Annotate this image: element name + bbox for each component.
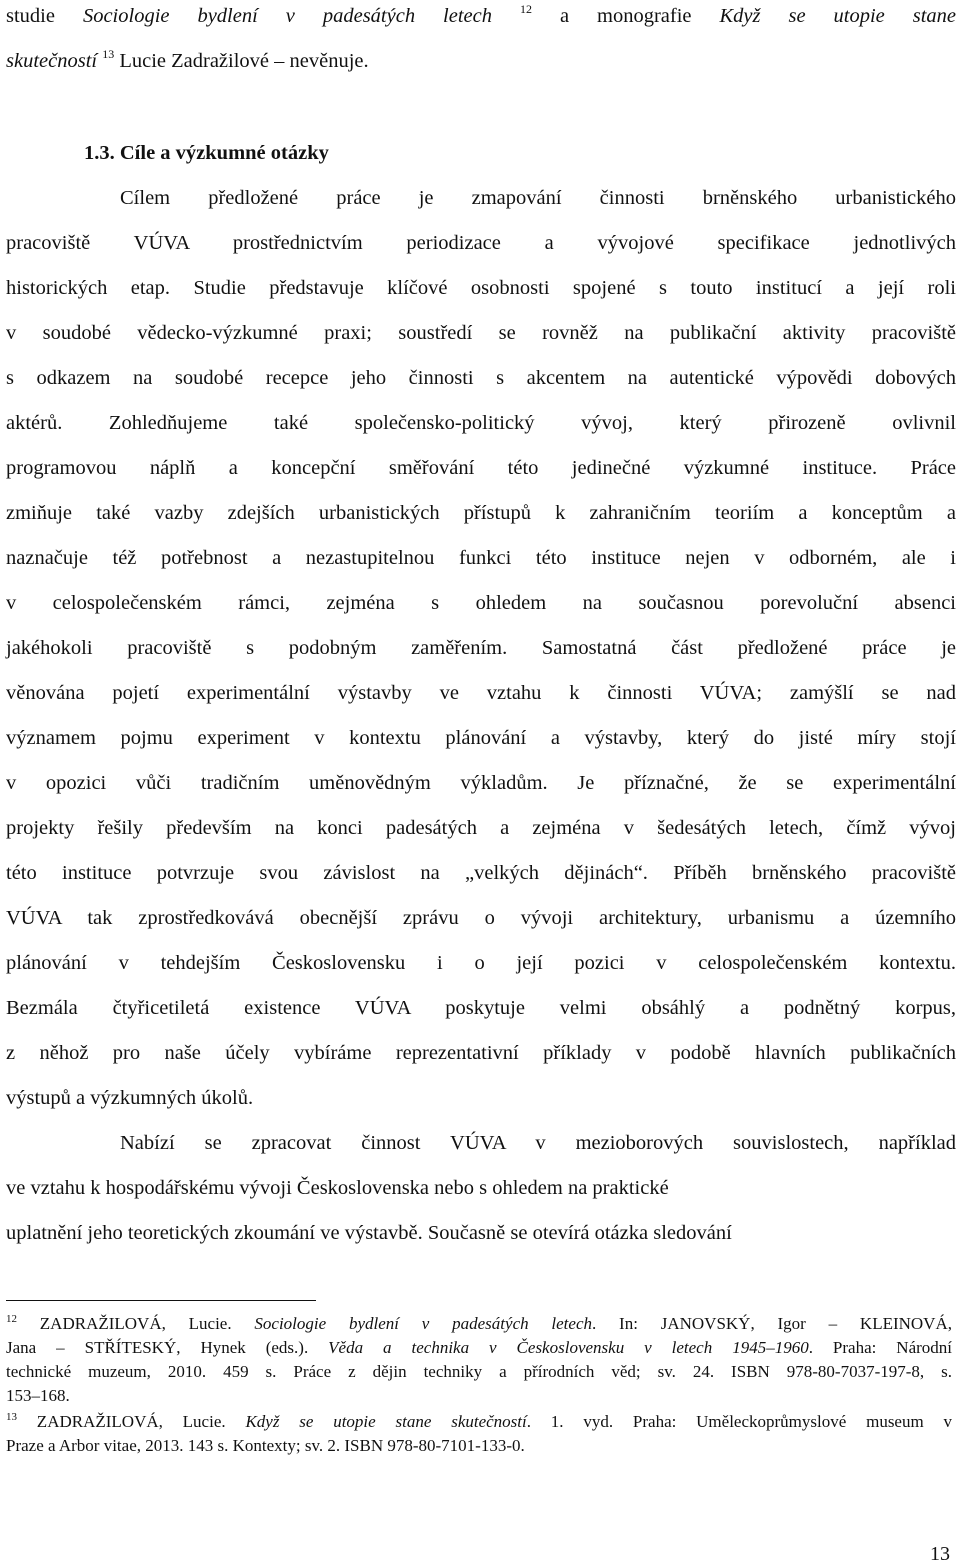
footnote-line: 153–168. <box>6 1386 70 1405</box>
footnote-line: technické muzeum, 2010. 459 s. Práce z dějin techniky a přírodních věd; sv. 24. ISBN 978-80-7037-197-8, s. <box>6 1362 952 1381</box>
body-line: z něhož pro naše účely vybíráme reprezentativní příklady v podobě hlavních publikačních <box>6 1042 956 1064</box>
intro-line-2: skutečností $^{13}$ Lucie Zadražilové – nevěnuje. <box>6 47 369 72</box>
body-line: této instituce potvrzuje svou závislost na „velkých dějinách“. Příběh brněnského pracoviště <box>6 862 956 884</box>
body-line: uplatnění jeho teoretických zkoumání ve výstavbě. Současně se otevírá otázka sledování <box>6 1222 732 1244</box>
body-line: historických etap. Studie představuje klíčové osobnosti spojené s touto institucí a její roli <box>6 277 956 299</box>
footnote-separator <box>6 1300 316 1301</box>
footnote-line: $^{12}$ ZADRAŽILOVÁ, Lucie. Sociologie bydlení v padesátých letech. In: JANOVSKÝ, Igor – KLEINOVÁ, <box>6 1313 952 1333</box>
body-line: významem pojmu experiment v kontextu plánování a výstavby, který do jisté míry stojí <box>6 727 956 749</box>
body-line: pracoviště VÚVA prostřednictvím periodizace a vývojové specifikace jednotlivých <box>6 232 956 254</box>
footnote-number: 13 <box>6 1411 17 1423</box>
body-line: Bezmála čtyřicetiletá existence VÚVA poskytuje velmi obsáhlý a podnětný korpus, <box>6 997 956 1019</box>
body-line: projekty řešily především na konci padesátých a zejména v šedesátých letech, čímž vývoj <box>6 817 956 839</box>
footnote-number: 12 <box>6 1313 17 1325</box>
body-line: s odkazem na soudobé recepce jeho činnosti s akcentem na autentické výpovědi dobových <box>6 367 956 389</box>
body-line: Nabízí se zpracovat činnost VÚVA v mezioborových souvislostech, například <box>120 1132 956 1154</box>
footnote-line: $^{13}$ ZADRAŽILOVÁ, Lucie. Když se utopie stane skutečností. 1. vyd. Praha: Uměleckoprůmyslové museum v <box>6 1411 953 1431</box>
body-line: výstupů a výzkumných úkolů. <box>6 1087 254 1109</box>
body-line: jakéhokoli pracoviště s podobným zaměřením. Samostatná část předložené práce je <box>6 637 956 659</box>
body-line: věnována pojetí experimentální výstavby ve vztahu k činnosti VÚVA; zamýšlí se nad <box>6 682 956 704</box>
body-line: programovou náplň a koncepční směřování této jedinečné výzkumné instituce. Práce <box>6 457 956 479</box>
body-line: aktérů. Zohledňujeme také společensko-politický vývoj, který přirozeně ovlivnil <box>6 412 956 434</box>
footnote-ref-13[interactable]: 13 <box>102 47 115 61</box>
intro-line-1: studie Sociologie bydlení v padesátých letech $^{12}$ a monografie Když se utopie stane <box>6 2 957 27</box>
footnote-ref-12[interactable]: 12 <box>519 2 532 16</box>
footnote-line: Praze a Arbor vitae, 2013. 143 s. Kontexty; sv. 2. ISBN 978-80-7101-133-0. <box>6 1436 525 1455</box>
body-line: plánování v tehdejším Československu i o její pozici v celospolečenském kontextu. <box>6 952 956 974</box>
section-heading: 1.3. Cíle a výzkumné otázky <box>84 142 329 164</box>
body-line: v soudobé vědecko-výzkumné praxi; soustředí se rovněž na publikační aktivity pracoviště <box>6 322 956 344</box>
body-line: Cílem předložené práce je zmapování činnosti brněnského urbanistického <box>120 187 956 209</box>
body-line: v celospolečenském rámci, zejména s ohledem na současnou porevoluční absenci <box>6 592 956 614</box>
footnote-line: Jana – STŘÍTESKÝ, Hynek (eds.). Věda a technika v Československu v letech 1945–1960. Praha: Národní <box>6 1338 953 1357</box>
body-line: VÚVA tak zprostředkovává obecnější zprávu o vývoji architektury, urbanismu a územního <box>6 907 956 929</box>
body-line: zmiňuje také vazby zdejších urbanistických přístupů k zahraničním teoriím a konceptům a <box>6 502 956 524</box>
body-line: v opozici vůči tradičním uměnovědným výkladům. Je příznačné, že se experimentální <box>6 772 956 794</box>
page-number: 13 <box>930 1543 950 1565</box>
body-line: naznačuje též potřebnost a nezastupitelnou funkci této instituce nejen v odborném, ale i <box>6 547 956 569</box>
body-line: ve vztahu k hospodářskému vývoji Československa nebo s ohledem na praktické <box>6 1177 669 1199</box>
